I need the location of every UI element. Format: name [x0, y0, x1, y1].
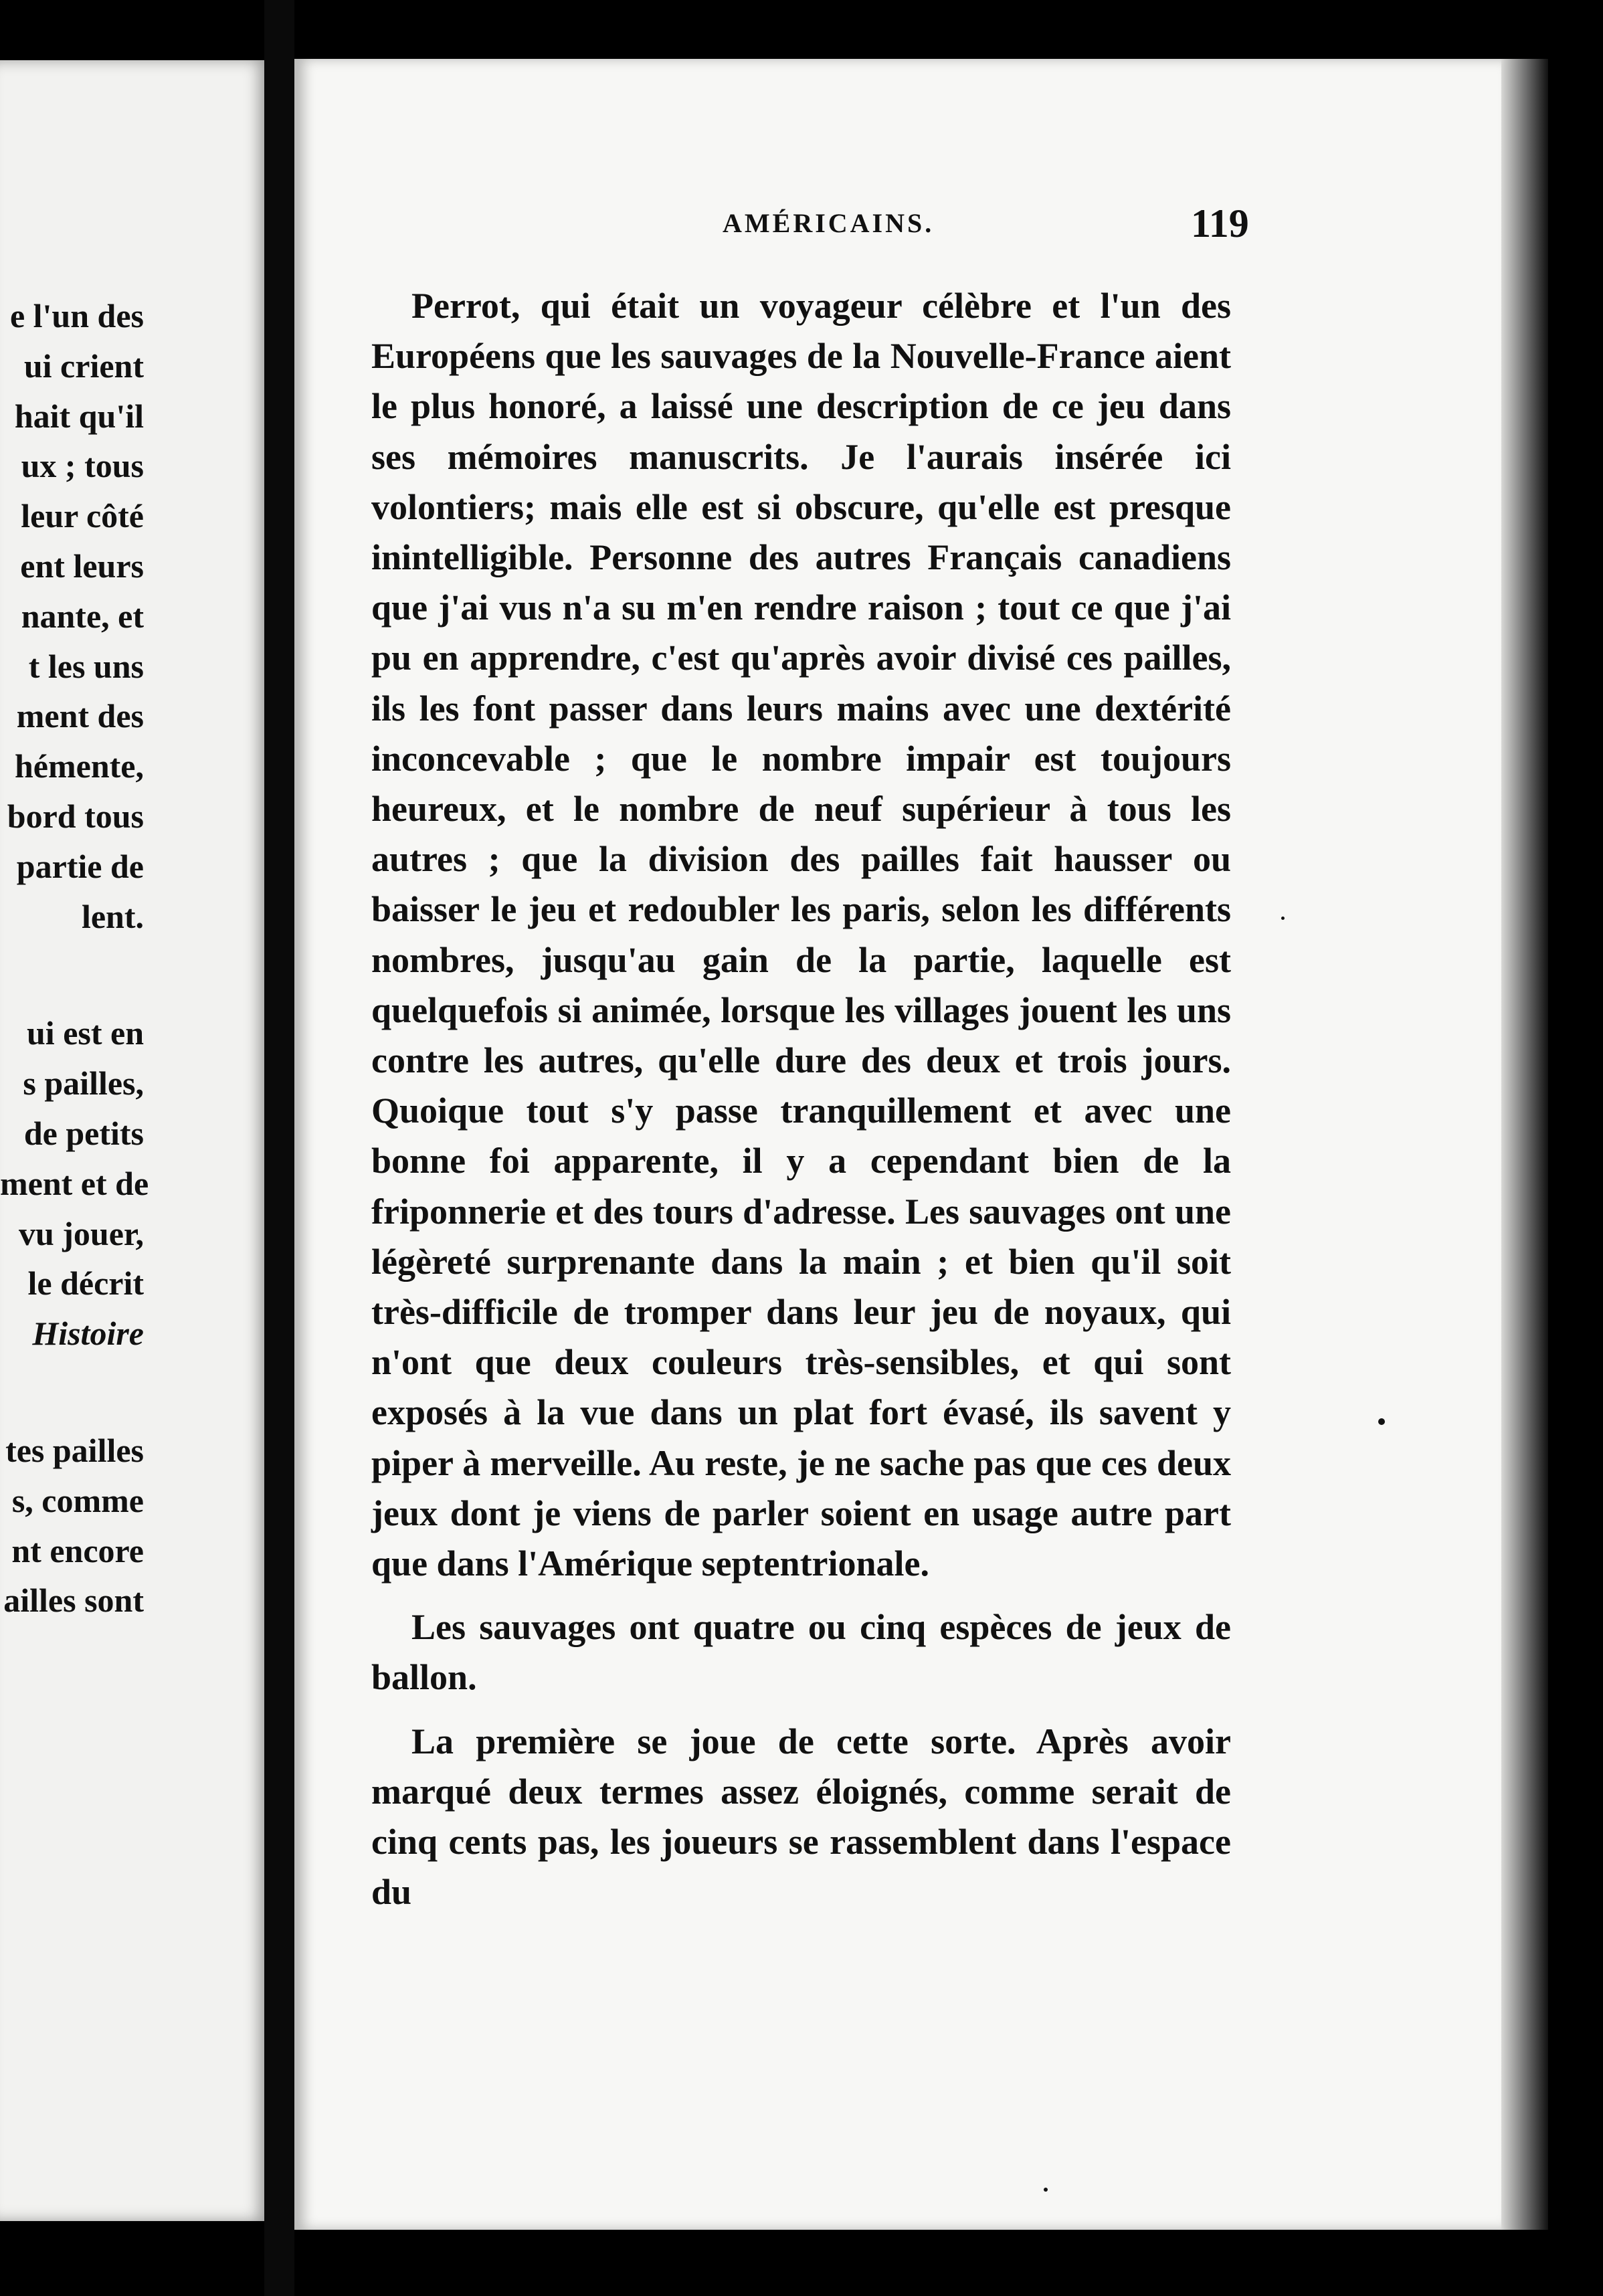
paragraph: La première se joue de cette sorte. Après avoir marqué deux termes assez éloignés, comme serait de cinq cents pas, les joueurs se rassemblent dans l'espace du	[371, 1721, 1231, 1913]
ink-speck	[1281, 917, 1285, 920]
left-line: ux ; tous	[21, 447, 144, 485]
left-line: ui crient	[23, 347, 144, 385]
left-line-italic: Histoire	[32, 1315, 144, 1353]
paragraph: Perrot, qui était un voyageur célèbre et l'un des Européens que les sauvages de la Nouvelle-France aient le plus honoré, a laissé une description de ce jeu dans ses mémoires manuscrits. Je l'aurais insérée ici volontiers; mais elle est si obscure, qu'elle est presque inintelligible. Personne des autres Français canadiens que j'ai vus n'a su m'en rendre raison ; tout ce que j'ai pu en apprendre, c'est qu'après avoir divisé ces pailles, ils les font passer dans leurs mains avec une dextérité inconcevable ; que le nombre impair est toujours heureux, et le nombre de neuf supérieur à tous les autres ; que la division des pailles fait hausser ou baisser le jeu et redoubler les paris, selon les différents nombres, jusqu'au gain de la partie, laquelle est quelquefois si animée, lorsque les villages jouent les uns contre les autres, qu'elle dure des deux et trois jours. Quoique tout s'y passe tranquillement et avec une bonne foi apparente, il y a cependant bien de la friponnerie et des tours d'adresse. Les sauvages ont une légèreté surprenante dans la main ; et bien qu'il soit très-difficile de tromper dans leur jeu de noyaux, qui n'ont que deux couleurs très-sensibles, et qui sont exposés à la vue dans un plat fort évasé, ils savent y piper à merveille. Au reste, je ne sache pas que ces deux jeux dont je viens de parler soient en usage autre part que dans l'Amérique septentrionale.	[371, 286, 1231, 1584]
left-line: ment des	[16, 697, 144, 735]
book-spine	[264, 0, 294, 2296]
ink-speck	[1378, 1418, 1385, 1425]
left-line: partie de	[16, 847, 144, 885]
left-line: nante, et	[21, 597, 144, 635]
body-text	[371, 281, 1231, 1918]
ink-speck	[1044, 2188, 1048, 2192]
paragraph: Les sauvages ont quatre ou cinq espèces de jeux de ballon.	[371, 1607, 1231, 1698]
left-line: leur côté	[21, 497, 144, 535]
left-line: e l'un des	[9, 297, 144, 334]
left-line: vu jouer,	[18, 1214, 144, 1252]
left-line: hémente,	[15, 747, 144, 785]
left-line: ailles sont	[3, 1582, 144, 1620]
left-line: bord tous	[7, 797, 144, 835]
left-line: tes pailles	[5, 1431, 144, 1469]
left-line: lent.	[81, 897, 144, 935]
left-page	[0, 60, 271, 2221]
left-gap	[0, 941, 144, 1008]
left-line: s pailles,	[23, 1064, 144, 1103]
page-number: 119	[1191, 201, 1249, 246]
left-page-text-fragments	[0, 291, 149, 1626]
left-line: ment et de	[0, 1164, 149, 1202]
left-line: hait qu'il	[14, 397, 144, 435]
left-line: le décrit	[27, 1264, 144, 1303]
left-line: s, comme	[11, 1481, 144, 1519]
left-line: ui est en	[27, 1014, 144, 1052]
running-head: AMÉRICAINS.	[723, 208, 935, 238]
left-line: nt encore	[11, 1531, 144, 1569]
left-line: ent leurs	[20, 547, 144, 585]
left-gap	[0, 1359, 144, 1426]
left-line: de petits	[23, 1114, 144, 1152]
right-page-edge	[1501, 59, 1548, 2230]
left-line: t les uns	[28, 647, 144, 685]
